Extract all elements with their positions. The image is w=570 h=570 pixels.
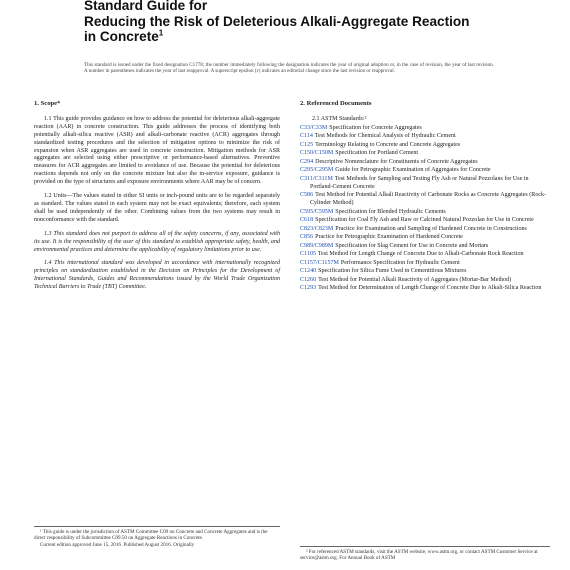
scope-paragraph-1-4: 1.4 This international standard was developed in accordance with internationally recognized principles on standardization established in the Decision on Principles for the Development of International Standards, Guides and Recommendations issued by the World Trade Organization Technical Barriers to Trade (TBT) Committee.: [34, 260, 280, 291]
standard-code-link[interactable]: C595/C595M: [300, 208, 334, 215]
standard-title: Performance Specification for Hydraulic Cement: [340, 259, 460, 266]
standard-code-link[interactable]: C295/C295M: [300, 167, 334, 174]
standard-code-link[interactable]: C125: [300, 141, 314, 148]
standard-item: [300, 251, 550, 259]
standard-title: Specification for Slag Cement for Use in Concrete and Mortars: [335, 242, 489, 249]
standard-code-link[interactable]: C114: [300, 133, 313, 140]
standard-code-link[interactable]: C823/C823M: [300, 225, 334, 232]
standard-code-link[interactable]: C1157/C1157M: [300, 259, 339, 266]
standard-code-link[interactable]: C856: [300, 234, 314, 241]
standard-code-link[interactable]: C1260: [300, 276, 317, 283]
standard-item: [300, 125, 550, 133]
standard-code-link[interactable]: C294: [300, 158, 314, 165]
standard-title: Specification for Coal Fly Ash and Raw or Calcined Natural Pozzolan for Use in Concrete: [315, 217, 534, 224]
standard-title: Terminology Relating to Concrete and Concrete Aggregates: [315, 141, 461, 148]
standards-list: [300, 125, 550, 293]
standard-title: Test Methods for Chemical Analysis of Hydraulic Cement: [314, 133, 456, 140]
standard-code-link[interactable]: C1240: [300, 268, 317, 275]
astm-standards-subheading: 2.1 ASTM Standards:²: [312, 115, 367, 122]
standard-title: Specification for Silica Fume Used in Cementitious Mixtures: [318, 268, 467, 275]
standard-item: [300, 159, 550, 167]
standard-title: Guide for Petrographic Examination of Aggregates for Concrete: [335, 167, 491, 174]
title-footnote-marker: 1: [158, 28, 164, 38]
standard-item: [300, 234, 550, 242]
standard-code-link[interactable]: C989/C989M: [300, 242, 334, 249]
standard-title: Descriptive Nomenclature for Constituents of Concrete Aggregates: [315, 158, 478, 165]
standard-item: [300, 260, 550, 268]
standard-code-link[interactable]: C150/C150M: [300, 150, 334, 157]
standard-code-link[interactable]: C33/C33M: [300, 124, 328, 131]
right-column: [300, 100, 550, 294]
standard-title: Specification for Portland Cement: [335, 150, 419, 157]
standard-code-link[interactable]: C586: [300, 192, 314, 199]
standard-item: [300, 285, 550, 293]
standard-title: Test Methods for Sampling and Testing Fly Ash or Natural Pozzolans for Use in Portland-Cement Concrete: [310, 175, 529, 190]
standard-item: [300, 150, 550, 158]
standard-item: [300, 176, 550, 192]
footnote-1-edition: Current edition approved June 15, 2016. Published August 2016. Originally: [40, 541, 195, 548]
standard-code-link[interactable]: C311/C311M: [300, 175, 333, 182]
standard-title: Test Method for Potential Alkali Reactivity of Carbonate Rocks as Concrete Aggregates (Rock-Cylinder Method): [310, 192, 547, 207]
referenced-documents-heading: 2. Referenced Documents: [300, 100, 372, 107]
footnote-1: ¹ This guide is under the jurisdiction of ASTM Committee C09 on Concrete and Concrete Aggregates and is the direct responsibility of Subcommittee C09.50 on Aggregate Reactions in Concrete.: [34, 529, 268, 542]
standard-code-link[interactable]: C1293: [300, 285, 317, 292]
footnote-2: ² For referenced ASTM standards, visit the ASTM website, www.astm.org, or contact ASTM Customer Service at service@astm.org. For Annual Book of ASTM: [300, 549, 538, 562]
title-line-1: Standard Guide for: [84, 0, 208, 13]
standard-title: Test Method for Length Change of Concrete Due to Alkali-Carbonate Rock Reaction: [317, 251, 524, 258]
title-line-2: Reducing the Risk of Deleterious Alkali-Aggregate Reaction: [84, 13, 470, 29]
standard-code-link[interactable]: C1105: [300, 251, 316, 258]
footnote-left: [34, 526, 280, 548]
standard-title: Test Method for Determination of Length Change of Concrete Due to Alkali-Silica Reaction: [318, 285, 542, 292]
standard-item: [300, 226, 550, 234]
designation-notice: This standard is issued under the fixed designation C1778; the number immediately following the designation indicates the year of original adoption or, in the case of revision, the year of last revision. A number in parentheses indicates the year of last reapproval. A superscript epsilon (ε) indicates an editorial change since the last revision or reapproval.: [84, 62, 494, 75]
standard-item: [300, 133, 550, 141]
scope-paragraph-1-3: 1.3 This standard does not purport to address all of the safety concerns, if any, associated with its use. It is the responsibility of the user of this standard to establish appropriate safety, health, and environmental practices and determine the applicability of regulatory limitations prior to use.: [34, 230, 280, 253]
standard-item: [300, 243, 550, 251]
standard-item: [300, 217, 550, 225]
scope-paragraph-1-2: 1.2 Units—The values stated in either SI units or inch-pound units are to be regarded separately as standard. The values stated in each system may not be exact equivalents; therefore, each system shall be used independently of the other. Combining values from the two systems may result in nonconformance with the standard.: [34, 193, 280, 223]
footnote-right: [300, 546, 550, 562]
document-title: [84, 0, 524, 45]
standard-title: Practice for Petrographic Examination of Hardened Concrete: [315, 234, 463, 241]
standard-title: Test Method for Potential Alkali Reactivity of Aggregates (Mortar-Bar Method): [318, 276, 512, 283]
standard-item: [300, 277, 550, 285]
title-line-3: in Concrete$^1$: [84, 28, 164, 44]
standard-item: [300, 192, 550, 208]
left-column: [34, 100, 280, 298]
standard-title: Practice for Examination and Sampling of Hardened Concrete in Constructions: [335, 225, 527, 232]
standard-title: Specification for Blended Hydraulic Cements: [335, 208, 446, 215]
standard-item: [300, 167, 550, 175]
standard-item: [300, 142, 550, 150]
standard-item: [300, 209, 550, 217]
scope-heading: 1. Scope*: [34, 100, 61, 107]
scope-paragraph-1-1: 1.1 This guide provides guidance on how to address the potential for deleterious alkali-aggregate reaction (AAR) in concrete construction. This guide addresses the process of identifying both potentially alkali-silica reactive (ASR) and alkali-carbonate reactive (ACR) aggregates through standardized testing procedures and the selection of mitigation options to minimize the risk of expansion when ASR aggregates are used in concrete construction. Mitigation methods for ASR aggregates are selected using either prescriptive or performance-based alternatives. Preventive measures for ACR aggregates are limited to avoidance of use. Because the potential for deleterious reactions depends not only on the concrete mixture but also the in-service exposure, guidance is provided on the type of structures and exposure environments where AAR may be of concern.: [34, 115, 280, 186]
standard-item: [300, 268, 550, 276]
standard-title: Specification for Concrete Aggregates: [329, 124, 422, 131]
standard-code-link[interactable]: C618: [300, 217, 314, 224]
